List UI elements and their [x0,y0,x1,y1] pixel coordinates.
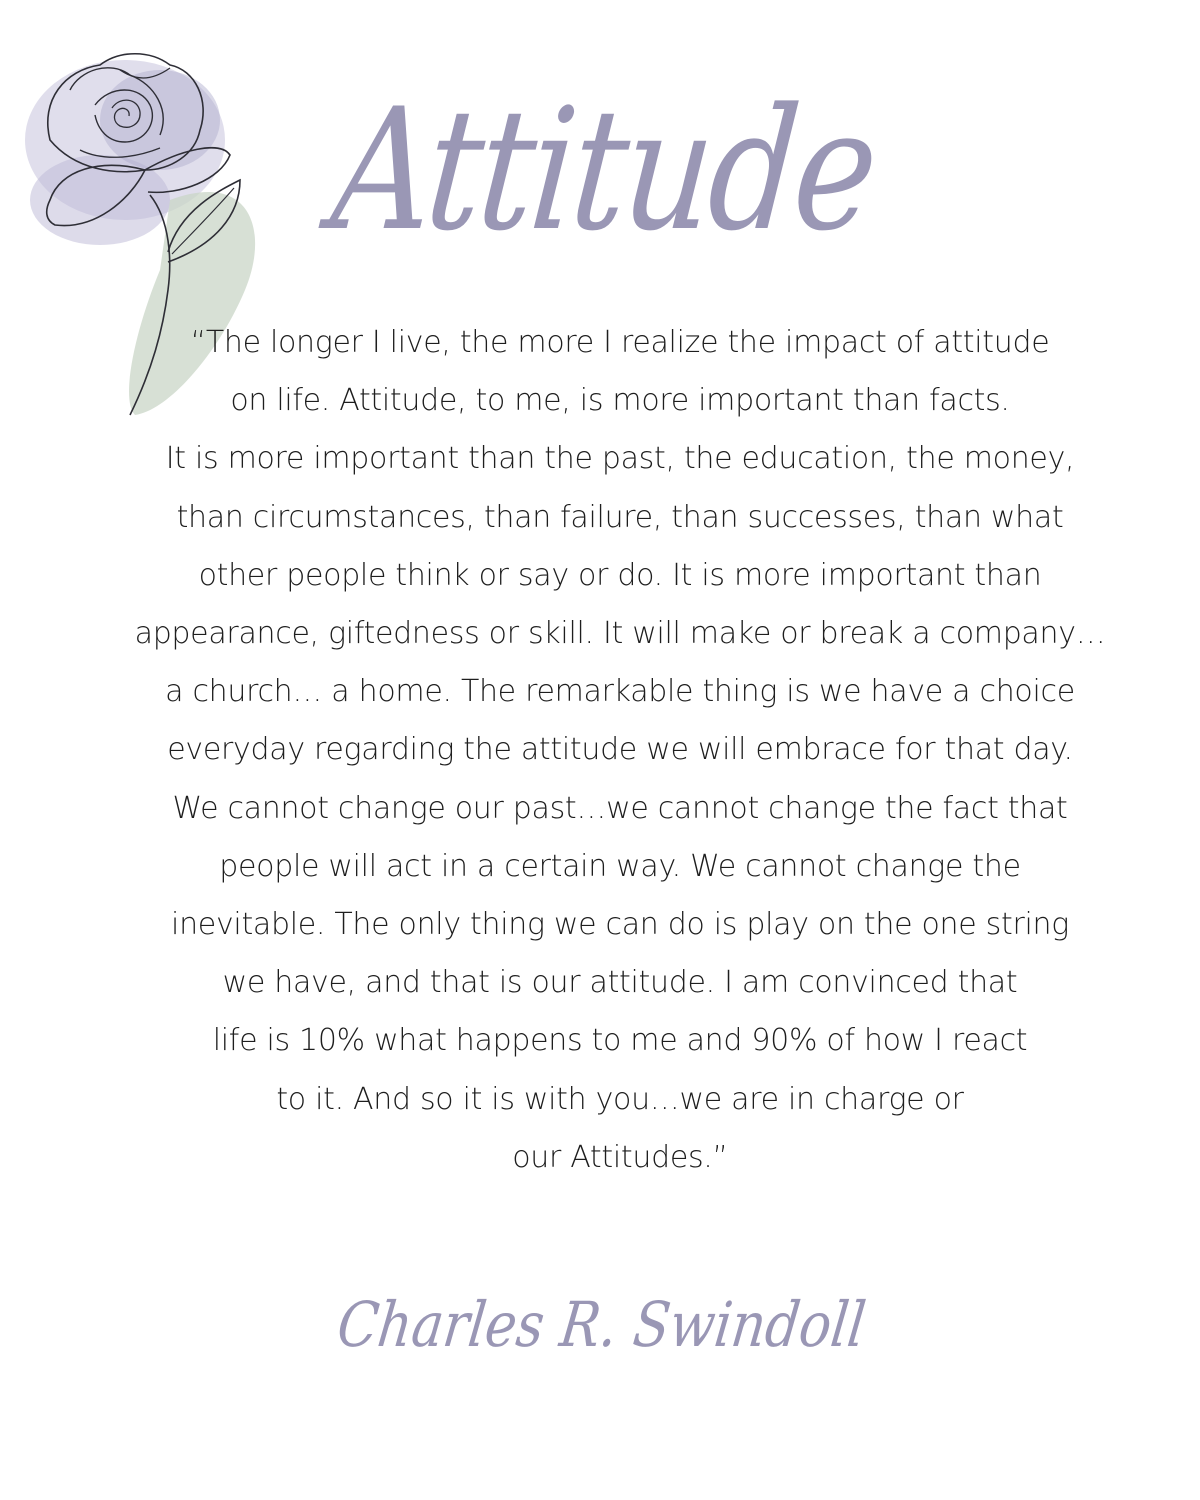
author-signature: Charles R. Swindoll [333,1288,870,1361]
quote-body [60,314,1180,1187]
quote-line: life is 10% what happens to me and 90% of how I react [212,1023,1028,1059]
quote-line: on life. Attitude, to me, is more important than facts. [230,383,1010,419]
quote-line: our Attitudes.” [512,1139,728,1175]
page-title: Attitude [325,72,882,268]
quote-line: “The longer I live, the more I realize the impact of attitude [190,325,1050,360]
quote-line: We cannot change our past…we cannot change the fact that [172,790,1068,826]
quote-line: a church… a home. The remarkable thing is we have a choice [165,674,1075,710]
quote-line: inevitable. The only thing we can do is play on the one string [171,907,1069,943]
quote-line: to it. And so it is with you…we are in charge or [276,1081,964,1117]
quote-line: It is more important than the past, the education, the money, [165,441,1075,477]
quote-line: we have, and that is our attitude. I am convinced that [222,965,1018,1001]
quote-line: everyday regarding the attitude we will embrace for that day. [167,732,1073,768]
quote-line: than circumstances, than failure, than successes, than what [176,499,1064,535]
quote-line: other people think or say or do. It is more important than [198,557,1042,593]
quote-line: appearance, giftedness or skill. It will make or break a company… [134,616,1106,652]
quote-line: people will act in a certain way. We cannot change the [219,848,1021,884]
